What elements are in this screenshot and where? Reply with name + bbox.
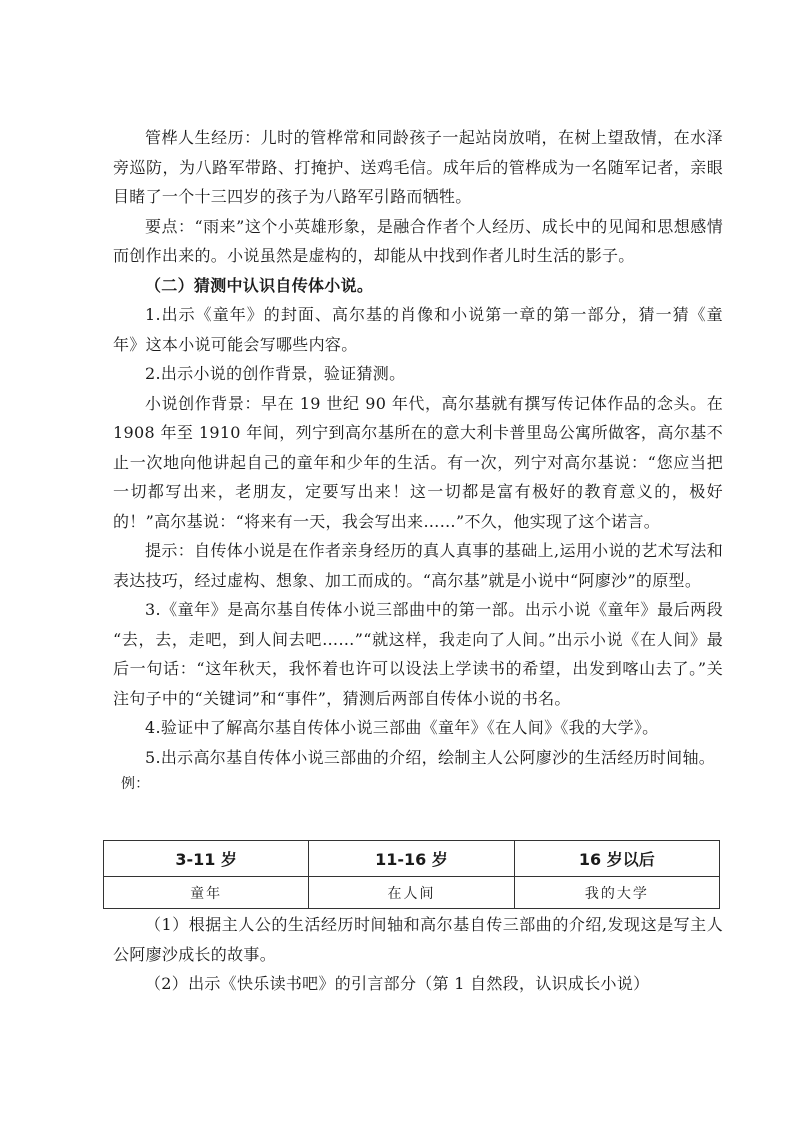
main-text	[113, 123, 723, 796]
table-header-age-2: 11-16 岁	[309, 841, 514, 877]
timeline-table	[103, 840, 720, 909]
table-row	[104, 841, 720, 877]
example-label: 例：	[121, 776, 150, 792]
table-row	[104, 877, 720, 909]
paragraph-finding-1: （1）根据主人公的生活经历时间轴和高尔基自传三部曲的介绍,发现这是写主人公阿廖沙成长的故事。	[113, 915, 723, 964]
table-header-age-3: 16 岁以后	[514, 841, 719, 877]
paragraph-background: 小说创作背景：早在 19 世纪 90 年代，高尔基就有撰写传记体作品的念头。在 1908 年至 1910 年间，列宁到高尔基所在的意大利卡普里岛公寓所做客，高尔基不止一次地向他讲起自己的童年和少年的生活。有一次，列宁对高尔基说：“您应当把一切都写出来，老朋友，定要写出来！这一切都是富有极好的教育意义的，极好的！”高尔基说：“将来有一天，我会写出来……”不久，他实现了这个诺言。	[113, 393, 723, 531]
paragraph-step-2: 2.出示小说的创作背景，验证猜测。	[145, 364, 406, 383]
table-header-age-1: 3-11 岁	[104, 841, 309, 877]
paragraph-step-4: 4.验证中了解高尔基自传体小说三部曲《童年》《在人间》《我的大学》。	[145, 718, 659, 737]
paragraph-step-3: 3.《童年》是高尔基自传体小说三部曲中的第一部。出示小说《童年》最后两段 “去，去，走吧，到人间去吧……”“就这样，我走向了人间。”出示小说《在人间》最后一句话：“这年秋天，我怀着也许可以设法上学读书的希望，出发到喀山去了。”关注句子中的“关键词”和“事件”，猜测后两部自传体小说的书名。	[113, 600, 723, 708]
paragraph-guanhua-life: 管桦人生经历：儿时的管桦常和同龄孩子一起站岗放哨，在树上望敌情，在水泽旁巡防，为八路军带路、打掩护、送鸡毛信。成年后的管桦成为一名随军记者，亲眼目睹了一个十三四岁的孩子为八路军引路而牺牲。	[113, 128, 723, 206]
table-cell-book-2: 在人间	[309, 877, 514, 909]
table-cell-book-3: 我的大学	[514, 877, 719, 909]
paragraph-step-5: 5.出示高尔基自传体小说三部曲的介绍，绘制主人公阿廖沙的生活经历时间轴。	[145, 747, 716, 767]
paragraph-hint: 提示：自传体小说是在作者亲身经历的真人真事的基础上,运用小说的艺术写法和表达技巧，经过虚构、想象、加工而成的。“高尔基”就是小说中“阿廖沙”的原型。	[113, 541, 723, 590]
table-cell-book-1: 童年	[104, 877, 309, 909]
paragraph-key-point: 要点：“雨来”这个小英雄形象，是融合作者个人经历、成长中的见闻和思想感情而创作出来的。小说虽然是虚构的，却能从中找到作者儿时生活的影子。	[113, 216, 723, 265]
paragraph-step-1: 1.出示《童年》的封面、高尔基的肖像和小说第一章的第一部分，猜一猜《童年》这本小说可能会写哪些内容。	[113, 305, 723, 354]
section-heading-autobiography: （二）猜测中认识自传体小说。	[145, 275, 374, 295]
paragraph-finding-2: （2）出示《快乐读书吧》的引言部分（第 1 自然段，认识成长小说）	[145, 974, 650, 993]
follow-up-text	[113, 910, 723, 999]
